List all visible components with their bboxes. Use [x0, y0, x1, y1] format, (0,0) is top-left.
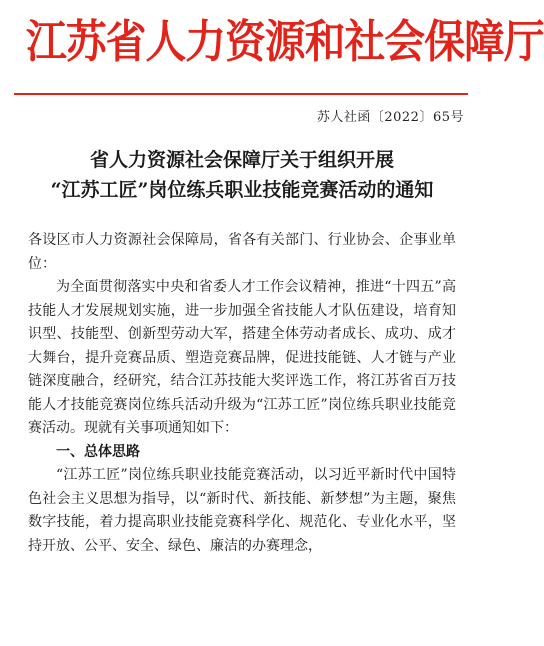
section-heading-1: 一、总体思路 — [56, 443, 140, 460]
body-paragraph-2: “江苏工匠”岗位练兵职业技能竞赛活动，以习近平新时代中国特色社会主义思想为指导，以“新时代、新技能、新梦想”为主题，聚焦数字技能，着力提高职业技能竞赛科学化、规范化、专业化水平，坚持开放、公平、安全、绿色、廉洁的办赛理念， — [28, 467, 456, 554]
document-title-line-1: 省人力资源社会保障厅关于组织开展 — [89, 149, 394, 171]
body-paragraph-1: 为全面贯彻落实中央和省委人才工作会议精神，推进“十四五”高技能人才发展规划实施，进一步加强全省技能人才队伍建设，培育知识型、技能型、创新型劳动大军，搭建全体劳动者成长、成功、成才大舞台，提升竞赛品质、塑造竞赛品牌，促进技能链、人才链与产业链深度融合，经研究，结合江苏技能大奖评选工作，将江苏省百万技能人才技能竞赛岗位练兵活动升级为“江苏工匠”岗位练兵职业技能竞赛活动。现就有关事项通知如下： — [28, 279, 456, 436]
organization-header: 江苏省人力资源和社会保障厅 — [26, 15, 544, 68]
document-body — [28, 229, 456, 558]
salutation: 各设区市人力资源社会保障局，省各有关部门、行业协会、企事业单位： — [28, 232, 456, 272]
document-title-line-2: “江苏工匠”岗位练兵职业技能竞赛活动的通知 — [50, 179, 434, 201]
document-number: 苏人社函〔2022〕65号 — [316, 110, 464, 125]
red-divider-line — [14, 93, 468, 95]
